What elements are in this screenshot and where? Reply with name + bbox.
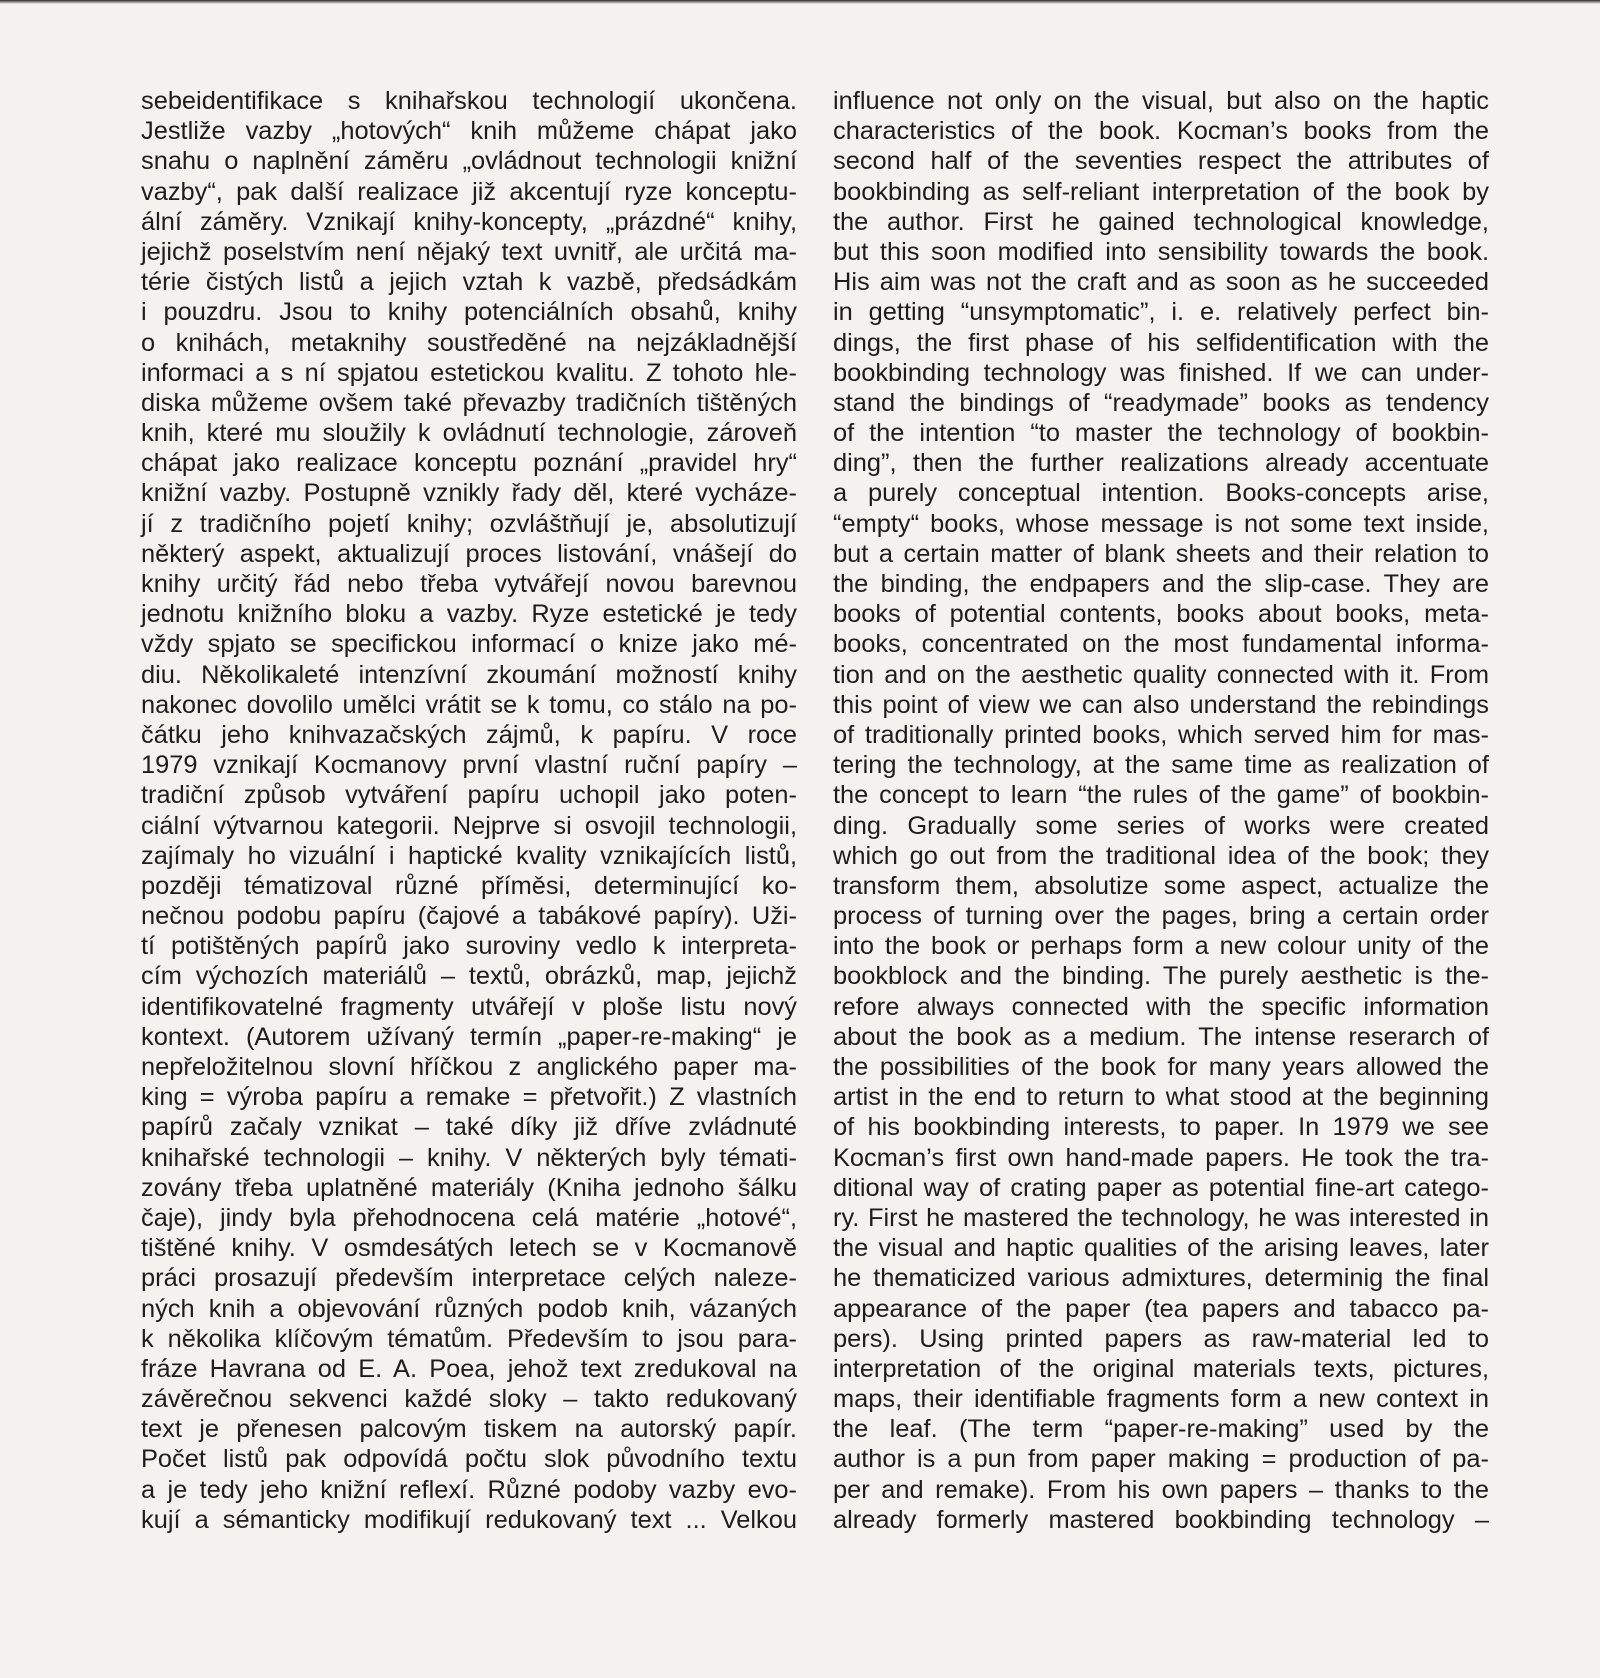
scan-top-edge <box>0 0 1600 4</box>
english-text-line: a purely conceptual intention. Books-concepts arise, <box>833 479 1489 508</box>
czech-text-line: knihy určitý řád nebo třeba vytvářejí novou barevnou <box>141 570 797 598</box>
english-text-line: about the book as a medium. The intense reserarch of <box>833 1022 1489 1051</box>
czech-text-line: sebeidentifikace s knihařskou technologií ukončena. <box>141 87 797 115</box>
czech-text-line: práci prosazují především interpretace celých naleze- <box>141 1264 797 1293</box>
english-text-line: the possibilities of the book for many years allowed the <box>833 1053 1489 1081</box>
english-text-line: bookbinding as self-reliant interpretation of the book by <box>833 177 1489 206</box>
czech-text-line: Počet listů pak odpovídá počtu slok původního textu <box>141 1445 797 1474</box>
czech-text-line: tradiční způsob vytváření papíru uchopil jako poten- <box>141 781 797 810</box>
czech-text-line: knihařské technologii – knihy. V některých byly témati- <box>141 1143 797 1172</box>
english-text-line: bookblock and the binding. The purely aesthetic is the- <box>833 962 1489 991</box>
english-text-line: of the intention “to master the technology of bookbin- <box>833 419 1489 448</box>
czech-text-line: nepřeložitelnou slovní hříčkou z anglického paper ma- <box>141 1053 797 1081</box>
czech-text-line: kontext. (Autorem užívaný termín „paper-re-making“ je <box>141 1022 797 1051</box>
english-text-line: the concept to learn “the rules of the game” of bookbin- <box>833 781 1489 810</box>
czech-text-line: térie čistých listů a jejich vztah k vazbě, předsádkám <box>141 268 797 297</box>
english-text-line: tering the technology, at the same time as realization of <box>833 751 1489 780</box>
english-text-line: ry. First he mastered the technology, he was interested in <box>833 1203 1489 1232</box>
czech-text-line: a je tedy jeho knižní reflexí. Různé podoby vazby evo- <box>141 1475 797 1504</box>
czech-text-line: ciální výtvarnou kategorii. Nejprve si osvojil technologii, <box>141 811 797 840</box>
english-text-line: bookbinding technology was finished. If we can under- <box>833 358 1489 387</box>
english-text-line: dings, the first phase of his selfidentification with the <box>833 328 1489 357</box>
english-text-line: into the book or perhaps form a new colour unity of the <box>833 932 1489 961</box>
czech-text-line: tí potištěných papírů jako suroviny vedlo k interpreta- <box>141 932 797 961</box>
czech-text-line: jejichž poselstvím není nějaký text uvnitř, ale určitá ma- <box>141 237 797 266</box>
english-text-line: but this soon modified into sensibility towards the book. <box>833 237 1489 266</box>
czech-text-line: vazby“, pak další realizace již akcentují ryze konceptu- <box>141 177 797 206</box>
english-text-line: in getting “unsymptomatic”, i. e. relatively perfect bin- <box>833 298 1489 327</box>
czech-text-line: nakonec dovolilo umělci vrátit se k tomu, co stálo na po- <box>141 690 797 719</box>
czech-text-line: diu. Několikaleté intenzívní zkoumání možností knihy <box>141 660 797 689</box>
czech-text-line: vždy spjato se specifickou informací o knize jako mé- <box>141 630 797 659</box>
english-text-line: the visual and haptic qualities of the arising leaves, later <box>833 1234 1489 1263</box>
czech-text-line: 1979 vznikají Kocmanovy první vlastní ruční papíry – <box>141 751 797 780</box>
english-text-line: the leaf. (The term “paper-re-making” used by the <box>833 1415 1489 1444</box>
english-text-line: per and remake). From his own papers – thanks to the <box>833 1475 1489 1504</box>
english-text-line: the binding, the endpapers and the slip-case. They are <box>833 570 1489 598</box>
czech-text-line: zovány třeba uplatněné materiály (Kniha jednoho šálku <box>141 1173 797 1202</box>
czech-text-line: informaci a s ní spjatou estetickou kvalitu. Z tohoto hle- <box>141 358 797 387</box>
czech-text-line: text je přenesen palcovým tiskem na autorský papír. <box>141 1415 797 1444</box>
english-text-line: of traditionally printed books, which served him for mas- <box>833 720 1489 749</box>
english-text-line: second half of the seventies respect the attributes of <box>833 147 1489 176</box>
english-text-line: stand the bindings of “readymade” books as tendency <box>833 388 1489 417</box>
czech-text-line: čaje), jindy byla přehodnocena celá matérie „hotové“, <box>141 1203 797 1232</box>
czech-text-column <box>141 86 797 1535</box>
english-text-line: maps, their identifiable fragments form a new context in <box>833 1385 1489 1414</box>
czech-text-line: o knihách, metaknihy soustředěné na nejzákladnější <box>141 328 797 357</box>
czech-text-line: cím výchozích materiálů – textů, obrázků, map, jejichž <box>141 962 797 991</box>
czech-text-line: k několika klíčovým tématům. Především to jsou para- <box>141 1324 797 1353</box>
english-text-line: ding. Gradually some series of works were created <box>833 811 1489 840</box>
czech-text-line: jednotu knižního bloku a vazby. Ryze estetické je tedy <box>141 600 797 629</box>
english-text-line: which go out from the traditional idea of the book; they <box>833 841 1489 870</box>
english-text-line: books, concentrated on the most fundamental informa- <box>833 630 1489 659</box>
czech-text-line: diska můžeme ovšem také převazby tradičních tištěných <box>141 388 797 417</box>
czech-text-line: identifikovatelné fragmenty utvářejí v ploše listu nový <box>141 992 797 1021</box>
english-text-column <box>833 86 1489 1535</box>
english-text-line: characteristics of the book. Kocman’s books from the <box>833 117 1489 146</box>
czech-text-line: závěrečnou sekvenci každé sloky – takto redukovaný <box>141 1385 797 1414</box>
english-text-line: pers). Using printed papers as raw-material led to <box>833 1324 1489 1353</box>
english-text-line: process of turning over the pages, bring a certain order <box>833 902 1489 931</box>
english-text-line: this point of view we can also understand the rebindings <box>833 690 1489 719</box>
english-text-line: author is a pun from paper making = production of pa- <box>833 1445 1489 1474</box>
english-text-line: books of potential contents, books about books, meta- <box>833 600 1489 629</box>
english-text-line: interpretation of the original materials texts, pictures, <box>833 1354 1489 1383</box>
english-text-line: ditional way of crating paper as potential fine-art catego- <box>833 1173 1489 1202</box>
english-text-line: the author. First he gained technological knowledge, <box>833 207 1489 236</box>
english-text-line: tion and on the aesthetic quality connected with it. From <box>833 660 1489 689</box>
english-text-line: of his bookbinding interests, to paper. In 1979 we see <box>833 1113 1489 1142</box>
english-text-line: refore always connected with the specific information <box>833 992 1489 1021</box>
english-text-line: artist in the end to return to what stood at the beginning <box>833 1083 1489 1112</box>
czech-text-line: tištěné knihy. V osmdesátých letech se v Kocmanově <box>141 1234 797 1263</box>
czech-text-line: ných knih a objevování různých podob knih, vázaných <box>141 1294 797 1323</box>
czech-text-line: snahu o naplnění záměru „ovládnout technologii knižní <box>141 147 797 176</box>
czech-text-line: fráze Havrana od E. A. Poea, jehož text zredukoval na <box>141 1354 797 1383</box>
czech-text-line: knižní vazby. Postupně vznikly řady děl, které vycháze- <box>141 479 797 508</box>
czech-text-line: i pouzdru. Jsou to knihy potenciálních obsahů, knihy <box>141 298 797 327</box>
czech-text-line: ální záměry. Vznikají knihy-koncepty, „prázdné“ knihy, <box>141 207 797 236</box>
czech-text-line: později tématizoval různé příměsi, determinující ko- <box>141 871 797 900</box>
czech-text-line: čátku jeho knihvazačských zájmů, k papíru. V roce <box>141 720 797 749</box>
czech-text-line: některý aspekt, aktualizují proces listování, vnášejí do <box>141 539 797 568</box>
czech-text-line: kují a sémanticky modifikují redukovaný text ... Velkou <box>141 1505 797 1534</box>
english-text-line: Kocman’s first own hand-made papers. He took the tra- <box>833 1143 1489 1172</box>
czech-text-line: jí z tradičního pojetí knihy; ozvláštňují je, absolutizují <box>141 509 797 538</box>
czech-text-line: chápat jako realizace konceptu poznání „pravidel hry“ <box>141 449 797 478</box>
english-text-line: already formerly mastered bookbinding technology – <box>833 1505 1489 1534</box>
czech-text-line: king = výroba papíru a remake = přetvořit.) Z vlastních <box>141 1083 797 1112</box>
english-text-line: His aim was not the craft and as soon as he succeeded <box>833 268 1489 297</box>
czech-text-line: Jestliže vazby „hotových“ knih můžeme chápat jako <box>141 117 797 146</box>
english-text-line: transform them, absolutize some aspect, actualize the <box>833 871 1489 900</box>
english-text-line: he thematicized various admixtures, determinig the final <box>833 1264 1489 1293</box>
czech-text-line: knih, které mu sloužily k ovládnutí technologie, zároveň <box>141 419 797 448</box>
czech-text-line: zajímaly ho vizuální i haptické kvality vznikajících listů, <box>141 841 797 870</box>
english-text-line: ding”, then the further realizations already accentuate <box>833 449 1489 478</box>
english-text-line: appearance of the paper (tea papers and tabacco pa- <box>833 1294 1489 1323</box>
english-text-line: “empty“ books, whose message is not some text inside, <box>833 509 1489 538</box>
czech-text-line: papírů začaly vznikat – také díky již dříve zvládnuté <box>141 1113 797 1142</box>
english-text-line: but a certain matter of blank sheets and their relation to <box>833 539 1489 568</box>
czech-text-line: nečnou podobu papíru (čajové a tabákové papíry). Uži- <box>141 902 797 931</box>
english-text-line: influence not only on the visual, but also on the haptic <box>833 87 1489 115</box>
